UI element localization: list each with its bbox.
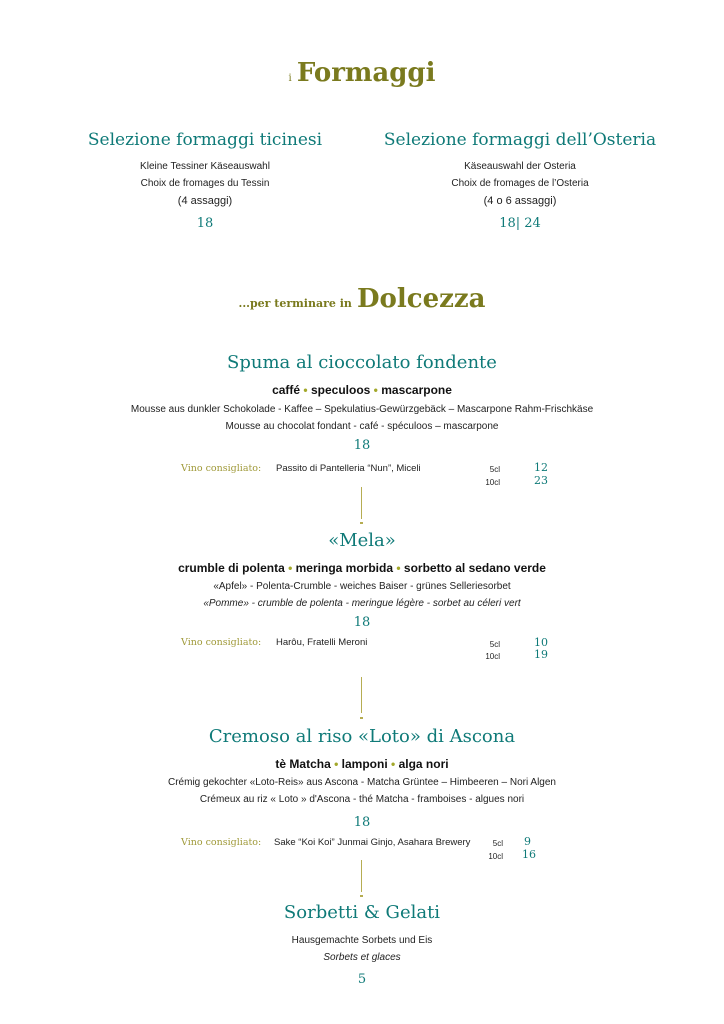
ingredient: alga nori bbox=[398, 757, 449, 771]
ingredient: mascarpone bbox=[381, 383, 452, 397]
bullet-dot: • bbox=[334, 757, 339, 771]
wine-price: 23 bbox=[534, 474, 548, 487]
ingredient: meringa morbida bbox=[295, 561, 393, 575]
divider-dot bbox=[360, 522, 363, 524]
cheese-osteria-note: (4 o 6 assaggi) bbox=[483, 195, 557, 207]
ingredient: tè Matcha bbox=[275, 757, 331, 771]
divider-dot bbox=[360, 895, 363, 897]
wine-size: 10cl bbox=[488, 852, 503, 861]
cheese-ticinesi-title: Selezione formaggi ticinesi bbox=[87, 130, 323, 150]
divider-line bbox=[361, 487, 362, 519]
formaggi-prefix: i bbox=[288, 73, 292, 84]
dish-price: 18 bbox=[353, 815, 371, 830]
cheese-ticinesi-fr: Choix de fromages du Tessin bbox=[140, 178, 270, 189]
wine-price: 16 bbox=[522, 848, 536, 861]
dish-description-fr: Mousse au chocolat fondant - café - spéculoos – mascarpone bbox=[225, 421, 499, 432]
formaggi-title: Formaggi bbox=[296, 58, 436, 88]
wine-name: Sake “Koi Koi” Junmai Ginjo, Asahara Brewery bbox=[274, 837, 471, 848]
wine-size: 5cl bbox=[492, 839, 503, 848]
dish-description-de: Mousse aus dunkler Schokolade - Kaffee – Spekulatius-Gewürzgebäck – Mascarpone Rahm-Frischkäse bbox=[130, 404, 594, 415]
ingredient: sorbetto al sedano verde bbox=[403, 561, 546, 575]
wine-label: Vino consigliato: bbox=[181, 637, 262, 648]
sorbetti-description-de: Hausgemachte Sorbets und Eis bbox=[291, 935, 433, 946]
cheese-osteria-price: 18| 24 bbox=[499, 216, 541, 231]
bullet-dot: • bbox=[396, 561, 401, 575]
ingredient: lamponi bbox=[341, 757, 388, 771]
ingredient: crumble di polenta bbox=[178, 561, 285, 575]
dish-description-de: Crémig gekochter «Loto-Reis» aus Ascona - Matcha Grüntee – Himbeeren – Nori Algen bbox=[168, 777, 556, 788]
cheese-osteria-title: Selezione formaggi dell’Osteria bbox=[383, 130, 657, 150]
cheese-osteria-de: Käseauswahl der Osteria bbox=[464, 161, 576, 172]
cheese-ticinesi-de: Kleine Tessiner Käseauswahl bbox=[140, 161, 270, 172]
dolcezza-section-title bbox=[0, 284, 724, 314]
dish-description-fr: Crémeux au riz « Loto » d'Ascona - thé Matcha - framboises - algues nori bbox=[199, 794, 525, 805]
wine-price: 9 bbox=[524, 835, 531, 848]
ingredient: caffé bbox=[272, 383, 301, 397]
wine-price: 10 bbox=[534, 636, 548, 649]
divider-line bbox=[361, 677, 362, 713]
cheese-osteria bbox=[360, 130, 680, 231]
dish-title: Spuma al cioccolato fondente bbox=[227, 352, 497, 373]
divider-dot bbox=[360, 717, 363, 719]
formaggi-section-title bbox=[0, 58, 724, 88]
wine-name: Passito di Pantelleria “Nun”, Miceli bbox=[276, 463, 421, 474]
dish-main-ingredients bbox=[0, 561, 724, 575]
wine-price: 12 bbox=[534, 461, 548, 474]
dish-description-de: «Apfel» - Polenta-Crumble - weiches Baiser - grünes Selleriesorbet bbox=[213, 581, 511, 592]
cheese-ticinesi-price: 18 bbox=[196, 216, 214, 231]
sorbetti-title: Sorbetti & Gelati bbox=[283, 902, 441, 923]
divider-line bbox=[361, 860, 362, 892]
cheese-osteria-fr: Choix de fromages de l’Osteria bbox=[451, 178, 589, 189]
dish-description-fr: «Pomme» - crumble de polenta - meringue légère - sorbet au céleri vert bbox=[203, 598, 521, 609]
bullet-dot: • bbox=[288, 561, 293, 575]
dolcezza-title: Dolcezza bbox=[357, 284, 486, 314]
dish-price: 18 bbox=[353, 438, 371, 453]
sorbetti-price: 5 bbox=[357, 972, 367, 987]
wine-label: Vino consigliato: bbox=[181, 463, 262, 474]
wine-price: 19 bbox=[534, 648, 548, 661]
wine-label: Vino consigliato: bbox=[181, 837, 262, 848]
wine-size: 10cl bbox=[485, 652, 500, 661]
cheese-ticinesi bbox=[45, 130, 365, 231]
sorbetti-description-fr: Sorbets et glaces bbox=[323, 952, 401, 963]
dish-title: «Mela» bbox=[328, 530, 396, 551]
cheese-ticinesi-note: (4 assaggi) bbox=[177, 195, 233, 207]
ingredient: speculoos bbox=[310, 383, 371, 397]
wine-size: 5cl bbox=[489, 640, 500, 649]
bullet-dot: • bbox=[391, 757, 396, 771]
dish-title: Cremoso al riso «Loto» di Ascona bbox=[208, 726, 516, 747]
dish-main-ingredients bbox=[0, 757, 724, 771]
wine-size: 10cl bbox=[485, 478, 500, 487]
wine-name: Harôu, Fratelli Meroni bbox=[276, 637, 368, 648]
dolcezza-prefix: ...per terminare in bbox=[238, 297, 352, 310]
dish-price: 18 bbox=[353, 615, 371, 630]
bullet-dot: • bbox=[303, 383, 308, 397]
bullet-dot: • bbox=[373, 383, 378, 397]
dish-main-ingredients bbox=[0, 383, 724, 397]
wine-size: 5cl bbox=[489, 465, 500, 474]
